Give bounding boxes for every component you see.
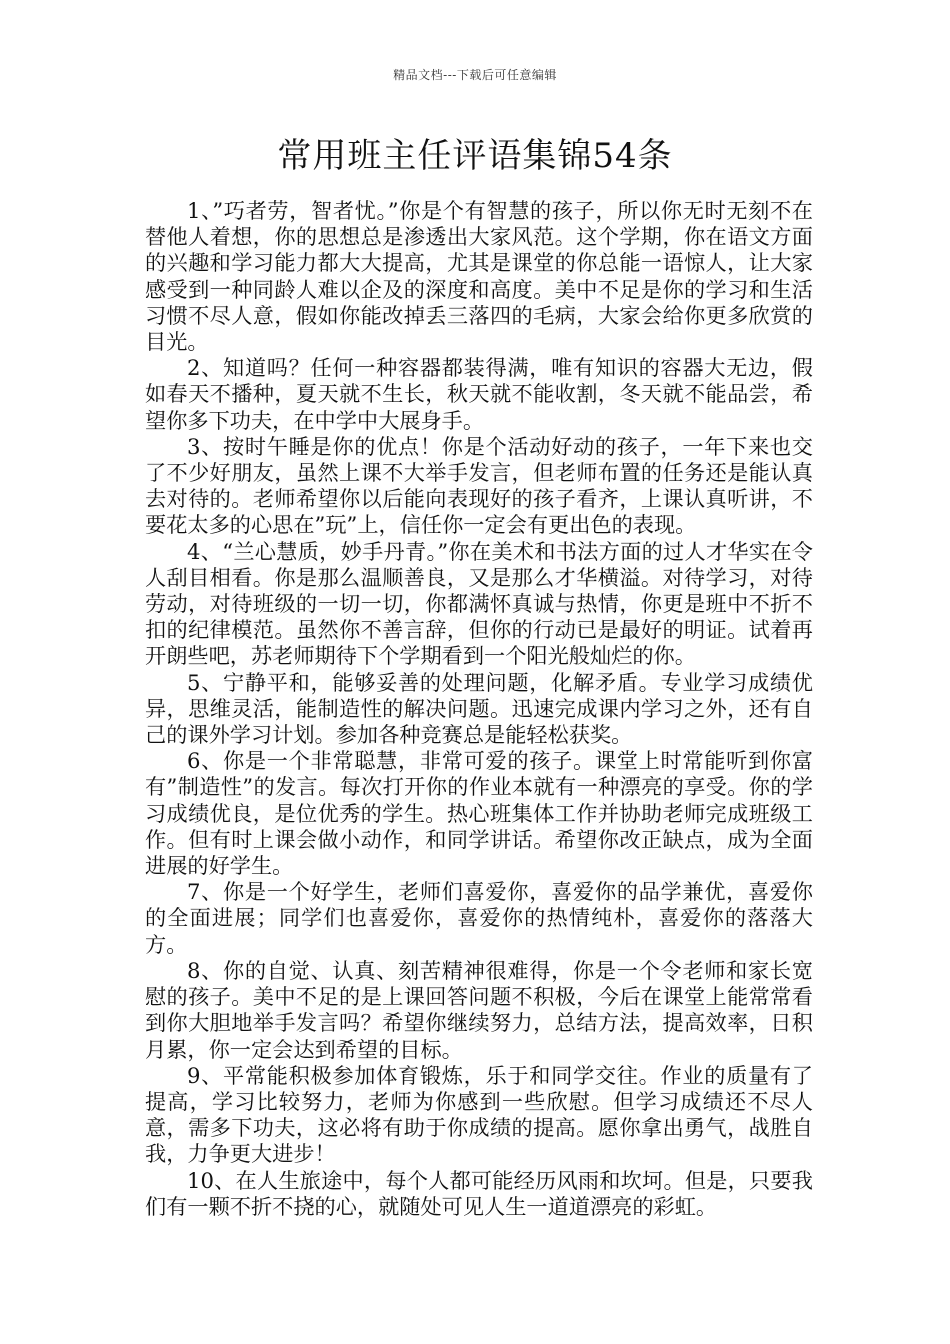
comment-paragraph-3: 3、按时午睡是你的优点！你是个活动好动的孩子，一年下来也交了不少好朋友，虽然上课不大举手发言，但老师布置的任务还是能认真去对待的。老师希望你以后能向表现好的孩子看齐，上课认真听讲，不要花太多的心思在”玩”上，信任你一定会有更出色的表现。 [145,433,813,538]
comment-paragraph-10: 10、在人生旅途中，每个人都可能经历风雨和坎坷。但是，只要我们有一颗不折不挠的心，就随处可见人生一道道漂亮的彩虹。 [145,1167,813,1219]
comment-paragraph-7: 7、你是一个好学生，老师们喜爱你，喜爱你的品学兼优，喜爱你的全面进展；同学们也喜爱你，喜爱你的热情纯朴，喜爱你的落落大方。 [145,879,813,957]
comment-paragraph-8: 8、你的自觉、认真、刻苦精神很难得，你是一个令老师和家长宽慰的孩子。美中不足的是上课回答问题不积极，今后在课堂上能常常看到你大胆地举手发言吗？希望你继续努力，总结方法，提高效率，日积月累，你一定会达到希望的目标。 [145,957,813,1062]
header-note: 精品文档---下载后可任意编辑 [393,68,557,82]
comment-paragraph-9: 9、平常能积极参加体育锻炼，乐于和同学交往。作业的质量有了提高，学习比较努力，老师为你感到一些欣慰。但学习成绩还不尽人意，需多下功夫，这必将有助于你成绩的提高。愿你拿出勇气，战胜自我，力争更大进步！ [145,1062,813,1167]
document-body [145,198,813,1220]
comment-paragraph-6: 6、你是一个非常聪慧，非常可爱的孩子。课堂上时常能听到你富有”制造性”的发言。每次打开你的作业本就有一种漂亮的享受。你的学习成绩优良，是位优秀的学生。热心班集体工作并协助老师完成班级工作。但有时上课会做小动作，和同学讲话。希望你改正缺点，成为全面进展的好学生。 [145,748,813,879]
comment-paragraph-2: 2、知道吗？任何一种容器都装得满，唯有知识的容器大无边，假如春天不播种，夏天就不生长，秋天就不能收割，冬天就不能品尝，希望你多下功夫，在中学中大展身手。 [145,355,813,433]
comment-paragraph-4: 4、“兰心慧质，妙手丹青。”你在美术和书法方面的过人才华实在令人刮目相看。你是那么温顺善良，又是那么才华横溢。对待学习，对待劳动，对待班级的一切一切，你都满怀真诚与热情，你更是班中不折不扣的纪律模范。虽然你不善言辞，但你的行动已是最好的明证。试着再开朗些吧，苏老师期待下个学期看到一个阳光般灿烂的你。 [145,538,813,669]
document-title: 常用班主任评语集锦54条 [277,136,673,176]
comment-paragraph-5: 5、宁静平和，能够妥善的处理问题，化解矛盾。专业学习成绩优异，思维灵活，能制造性的解决问题。迅速完成课内学习之外，还有自己的课外学习计划。参加各种竞赛总是能轻松获奖。 [145,669,813,748]
comment-paragraph-1: 1、”巧者劳，智者忧。”你是个有智慧的孩子，所以你无时无刻不在替他人着想，你的思想总是渗透出大家风范。这个学期，你在语文方面的兴趣和学习能力都大大提高，尤其是课堂的你总能一语惊人，让大家感受到一种同龄人难以企及的深度和高度。美中不足是你的学习和生活习惯不尽人意，假如你能改掉丢三落四的毛病，大家会给你更多欣赏的目光。 [145,198,813,355]
